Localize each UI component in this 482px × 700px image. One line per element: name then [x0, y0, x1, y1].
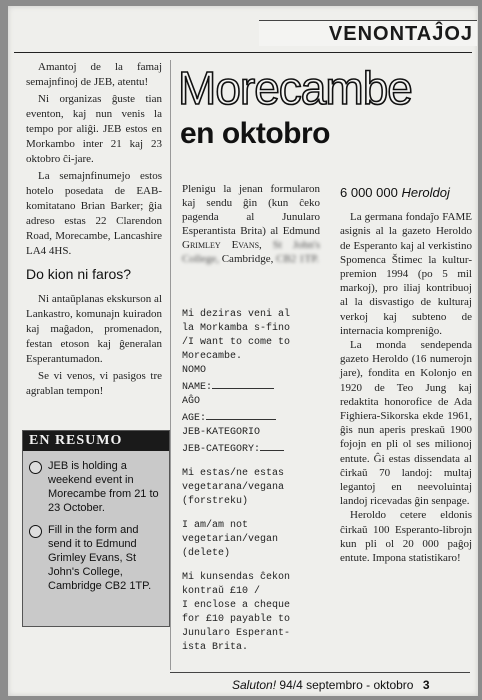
- form-line: vegetarana/vegana: [182, 482, 285, 493]
- page-number: 3: [422, 678, 430, 692]
- form-line: kontraŭ £10 /: [182, 586, 261, 597]
- issue-number: 94/4: [279, 678, 303, 692]
- right-column: [340, 186, 472, 565]
- form-label-ago: AĜO: [182, 396, 201, 407]
- form-line: (forstreku): [182, 496, 249, 507]
- summary-title: EN RESUMO: [23, 431, 169, 451]
- form-line: I am/am not: [182, 520, 249, 531]
- form-line: la Morkamba s-fino: [182, 323, 291, 334]
- category-field[interactable]: [260, 440, 284, 451]
- left-paragraph: La semajnfinumejo estos hotelo posedata de EAB-komitatano Brian Barker; ĝia adreso estas 22 Clarendon Road, Morecambe, Lancashire LA4 4HS.: [26, 170, 162, 257]
- left-paragraph: Amantoj de la famaj semajnfinoj de JEB, atentu!: [26, 61, 162, 88]
- article-title-name: Heroldoj: [401, 185, 450, 200]
- form-line: I enclose a cheque: [182, 600, 291, 611]
- form-line: Mi estas/ne estas: [182, 468, 285, 479]
- form-line: Morecambe.: [182, 351, 243, 362]
- section-title: VENONTAĴOJ: [259, 20, 477, 46]
- form-line: vegetarian/vegan: [182, 534, 279, 545]
- left-paragraph: Se vi venos, vi pasigos tre agrablan tempon!: [26, 370, 162, 397]
- summary-item: [29, 459, 163, 515]
- redacted-postcode: CB2 1TP.: [276, 253, 319, 265]
- form-line: /I want to come to: [182, 337, 291, 348]
- magazine-name: Saluton!: [232, 678, 277, 692]
- category-field-row: [182, 440, 328, 457]
- form-label-nomo: NOMO: [182, 365, 207, 376]
- article-title-number: 6 000 000: [340, 185, 398, 200]
- recipient-city: Cambridge,: [221, 253, 274, 265]
- article-title: [340, 186, 472, 200]
- form-label-name: NAME:: [182, 382, 213, 393]
- left-subhead: Do kion ni faros?: [26, 266, 132, 282]
- summary-item: [29, 523, 163, 593]
- summary-item-text: JEB is holding a weekend event in Morecambe from 21 to 23 October.: [48, 460, 159, 514]
- page-footer: [232, 678, 472, 692]
- age-field[interactable]: [206, 409, 276, 420]
- subheadline: en oktobro: [180, 117, 330, 150]
- article-paragraph: La monda sendependa gazeto Heroldo (16 numerojn jare), fondita en Kolonjo en 1920 de Teo Jung kaj redaktita honorofice de Ada Fighiera-Sikorska ekde 1961, ĝis nun aperis preskaŭ 1900 fojojn en pli ol ses milionoj entute. Ĝi estas dissendata al ĉirkaŭ 70 landoj: multaj legantoj en neevoluintaj landoj ricevadas ĝin senpage.: [340, 339, 472, 508]
- footer-rule: [170, 672, 470, 673]
- recipient-name: Grimley Evans,: [182, 239, 262, 251]
- form-line: (delete): [182, 548, 231, 559]
- article-paragraph: La germana fondaĵo FAME asignis al la gazeto Heroldo de Esperanto kaj al verkistino Spomenca Štimec la kultur-premion 1994 (po 5 mil markoj), pro iliaj kontribuoj al la disvastigo de kulturaj verkoj kaj subteno de internacia kompreniĝo.: [340, 211, 472, 337]
- summary-item-text: Fill in the form and send it to Edmund Grimley Evans, St John's College, Cambridge CB2 1TP.: [48, 524, 152, 592]
- redacted-address: St John's College,: [182, 239, 320, 265]
- left-paragraph: Ni antaŭplanas ekskurson al Lankastro, komunajn kuiradon kaj maĝadon, promenadon, festan etoson kaj ĝeneralan Esperantumadon.: [26, 293, 162, 365]
- form-label-kategorio: JEB-KATEGORIO: [182, 427, 261, 438]
- name-field[interactable]: [212, 378, 274, 389]
- registration-form: [182, 308, 328, 655]
- bullet-icon: [29, 525, 42, 538]
- form-intro: Plenigu la jenan formularon kaj sendu ĝin (kun ĉeko pagenda al Junularo Esperantista Brita) al Edmund: [182, 183, 320, 237]
- left-paragraph: Ni organizas ĝuste tian eventon, kaj nun venis la tempo por aliĝi. JEB estos en Morkambo inter 21 kaj 23 oktobro ĉi-jare.: [26, 93, 162, 165]
- form-line: Mi kunsendas ĉekon: [182, 572, 291, 583]
- middle-column: [182, 182, 320, 266]
- form-label-age: AGE:: [182, 413, 207, 424]
- form-line: for £10 payable to: [182, 614, 291, 625]
- headline: Morecambe: [178, 62, 412, 114]
- left-column: [26, 60, 162, 401]
- form-line: Mi deziras veni al: [182, 309, 291, 320]
- top-rule: [14, 52, 472, 53]
- age-field-row: [182, 409, 328, 426]
- bullet-icon: [29, 461, 42, 474]
- form-line: Junularo Esperant-: [182, 628, 291, 639]
- column-divider: [170, 60, 171, 670]
- issue-months: septembro - oktobro: [306, 678, 414, 692]
- summary-box: [22, 430, 170, 627]
- form-label-category: JEB-CATEGORY:: [182, 444, 261, 455]
- name-field-row: [182, 378, 328, 395]
- form-line: ista Brita.: [182, 642, 249, 653]
- article-paragraph: Heroldo cetere eldonis ĉirkaŭ 100 Esperanto-librojn kun pli ol 20 000 paĝoj entute. Impona statistikaro!: [340, 509, 472, 565]
